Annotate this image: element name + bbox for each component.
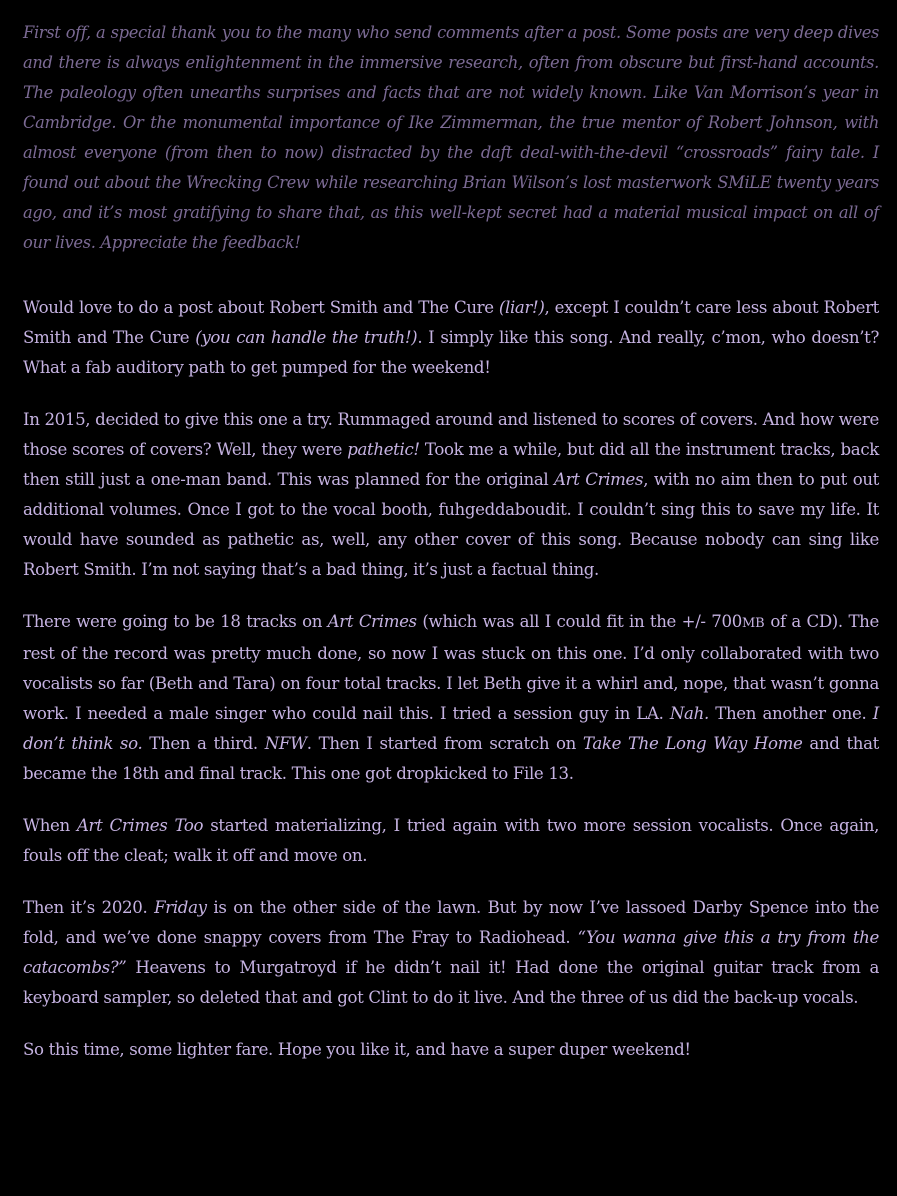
paragraph-robert-smith [23, 293, 879, 383]
text-span: of a CD). The rest of the record was pretty much done, so now I was stuck on this one. I’d only collaborated with two vocalists so far (Beth and Tara) on four total tracks. I let Beth give it a whirl and, nope, that wasn’t gonna work. I needed a male singer who could nail this. I tried a session guy in LA. [23, 612, 879, 723]
text-span: , except I couldn’t care less about Robert Smith and The Cure [23, 298, 879, 347]
text-span: When [23, 816, 77, 835]
text-span: is on the other side of the lawn. But by now I’ve lassoed Darby Spence into the fold, and we’ve done snappy covers from The Fray to Radiohead. [23, 898, 879, 947]
paragraph-18-tracks [23, 607, 879, 789]
album-title: Friday [154, 898, 207, 917]
text-span: Then it’s 2020. [23, 898, 155, 917]
paragraph-2015-attempt [23, 405, 879, 585]
italic-aside: (liar!) [498, 298, 545, 317]
italic-emphasis: Nah. [669, 704, 709, 723]
intro-note: First off, a special thank you to the many who send comments after a post. Some posts are very deep dives and there is always enlightenment in the immersive research, often from obscure but first-hand accounts. The paleology often unearths surprises and facts that are not widely known. Like Van Morrison’s year in Cambridge. Or the monumental importance of Ike Zimmerman, the true mentor of Robert Johnson, with almost everyone (from then to now) distracted by the daft deal-with-the-devil “crossroads” fairy tale. I found out about the Wrecking Crew while researching Brian Wilson’s lost masterwork SMiLE twenty years ago, and it’s most gratifying to share that, as this well-kept secret had a material musical impact on all of our lives. Appreciate the feedback! [23, 23, 879, 252]
text-span: Took me a while, but did all the instrument tracks, back then still just a one-man band. This was planned for the original [23, 440, 879, 489]
song-title: Take The Long Way Home [582, 734, 803, 753]
text-span: Heavens to Murgatroyd if he didn’t nail it! Had done the original guitar track from a keyboard sampler, so deleted that and got Clint to do it live. And the three of us did the back-up vocals. [23, 958, 879, 1007]
text-span: Would love to do a post about Robert Smith and The Cure [23, 298, 499, 317]
text-span: Then a third. [142, 734, 265, 753]
italic-emphasis: I don’t think so. [23, 704, 879, 753]
text-span: . I simply like this song. And really, c’mon, who doesn’t? What a fab auditory path to get pumped for the weekend! [23, 328, 879, 377]
text-span: started materializing, I tried again with two more session vocalists. Once again, fouls off the cleat; walk it off and move on. [23, 816, 879, 865]
unit-mb: MB [741, 616, 765, 631]
album-title: Art Crimes [554, 470, 644, 489]
italic-emphasis: pathetic! [347, 440, 420, 459]
italic-aside: (you can handle the truth!) [195, 328, 418, 347]
text-span: (which was all I could fit in the +/- 700 [416, 612, 742, 631]
text-span: Then another one. [708, 704, 873, 723]
blog-post-body [23, 18, 879, 1065]
text-span: . Then I started from scratch on [306, 734, 583, 753]
paragraph-2020 [23, 893, 879, 1013]
italic-quote: “You wanna give this a try from the catacombs?” [23, 928, 879, 977]
text-span: In 2015, decided to give this one a try. Rummaged around and listened to scores of covers. And how were those scores of covers? Well, they were [23, 410, 879, 459]
text-span: and that became the 18th and final track. This one got dropkicked to File 13. [23, 734, 879, 783]
paragraph-closing: So this time, some lighter fare. Hope you like it, and have a super duper weekend! [23, 1040, 691, 1059]
text-span: There were going to be 18 tracks on [23, 612, 328, 631]
album-title: Art Crimes [327, 612, 417, 631]
text-span: , with no aim then to put out additional volumes. Once I got to the vocal booth, fuhgeddaboudit. I couldn’t sing this to save my life. It would have sounded as pathetic as, well, any other cover of this song. Because nobody can sing like Robert Smith. I’m not saying that’s a bad thing, it’s just a factual thing. [23, 470, 879, 579]
paragraph-art-crimes-too [23, 811, 879, 871]
album-title: Art Crimes Too [76, 816, 204, 835]
italic-emphasis: NFW [264, 734, 307, 753]
